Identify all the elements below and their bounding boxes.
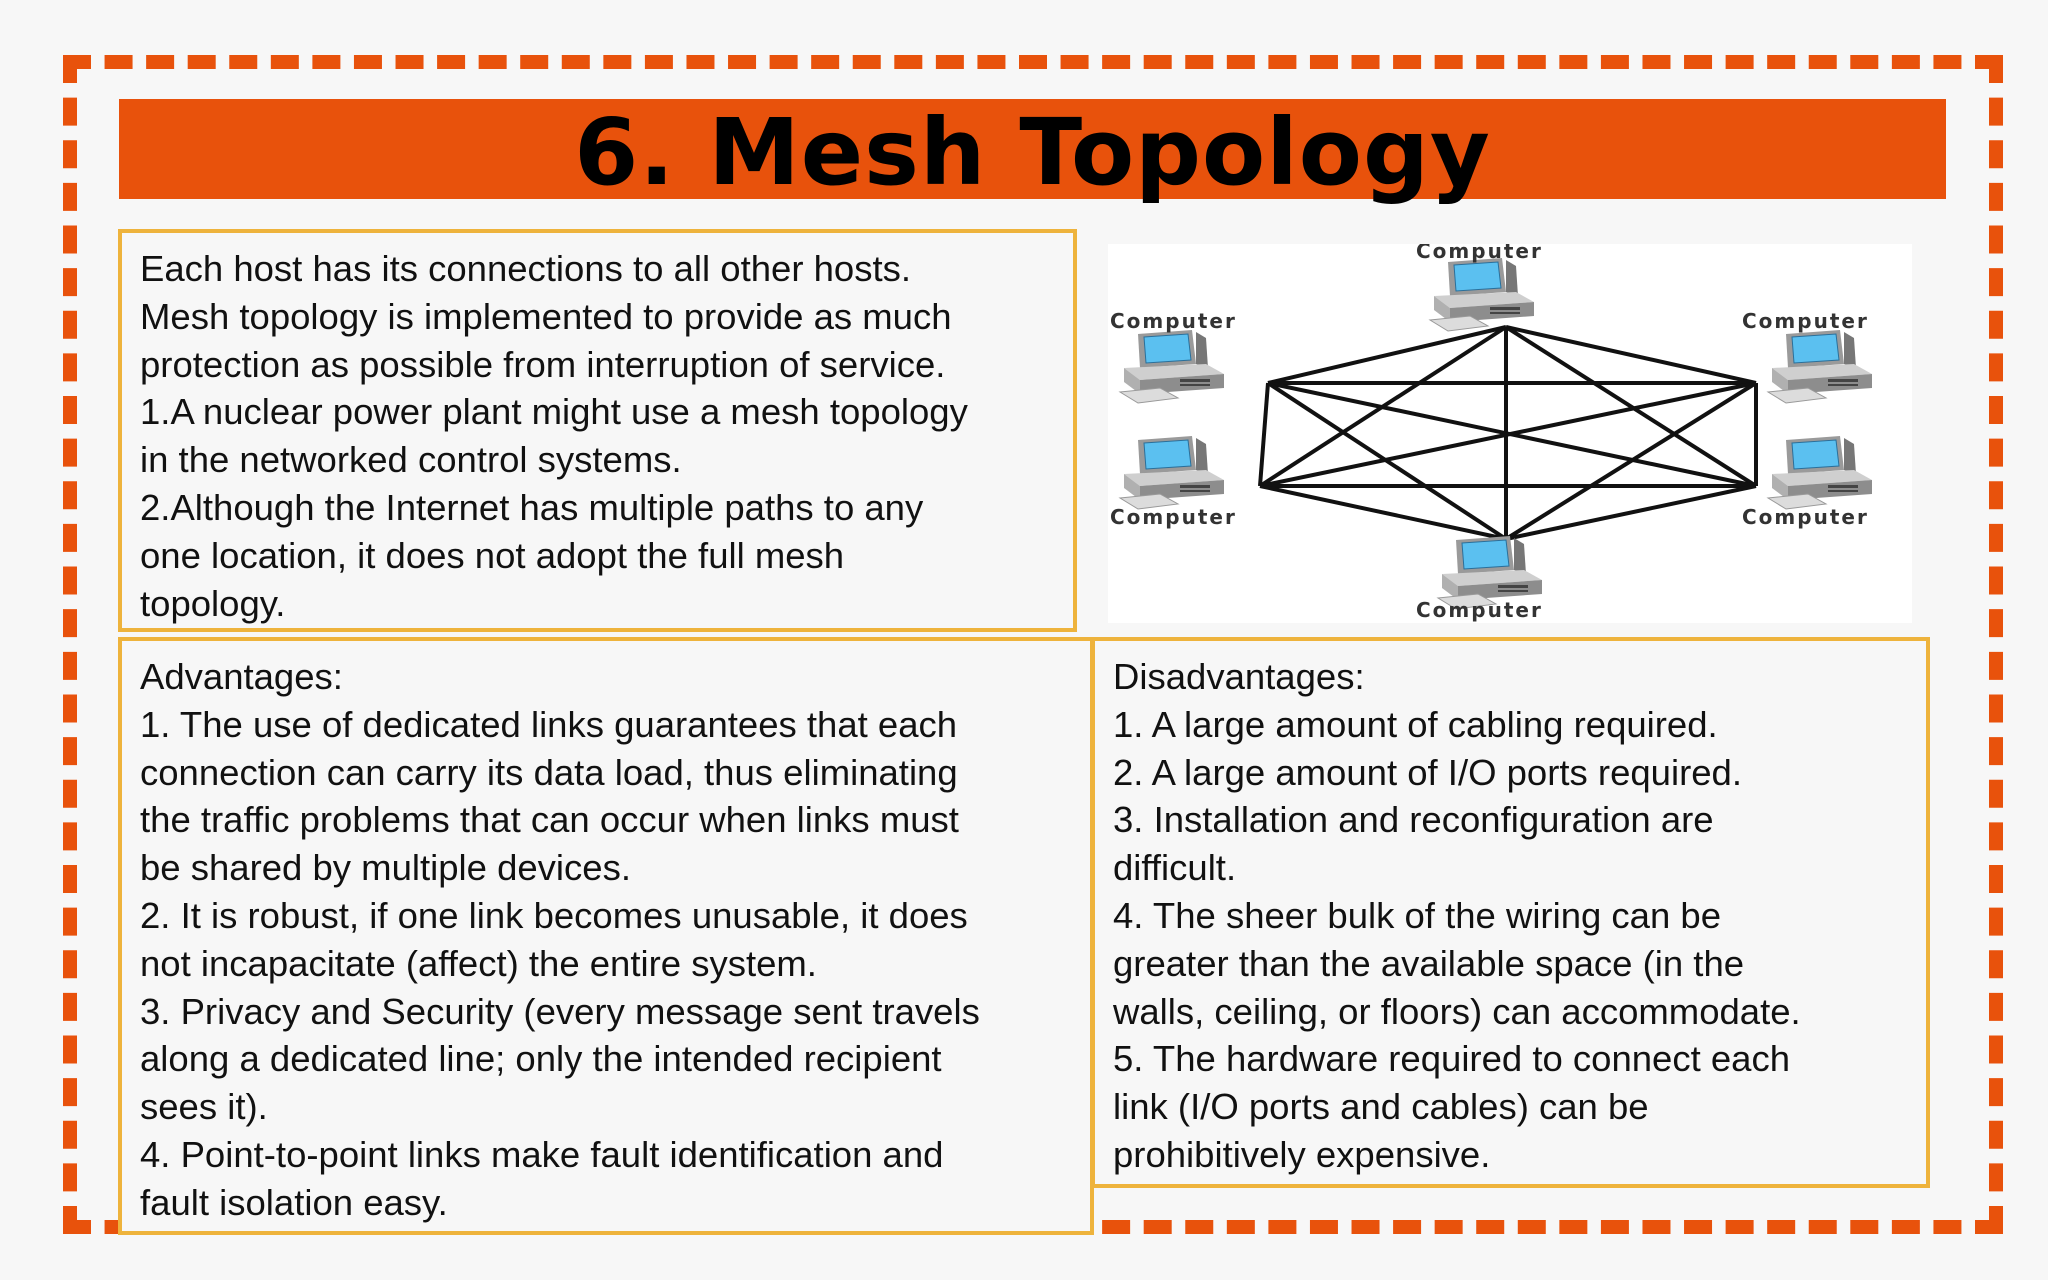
disadvantages-box [1091,637,1930,1188]
disadvantages-heading: Disadvantages: [1113,656,1365,697]
advantages-heading: Advantages: [140,656,343,697]
disadvantages-line: 2. A large amount of I/O ports required. [1113,751,1742,793]
advantages-line: sees it). [140,1086,268,1128]
advantages-line: be shared by multiple devices. [140,847,631,889]
advantages-line: not incapacitate (affect) the entire system. [140,942,817,984]
computer-label-top: Computer [1416,244,1543,263]
intro-box [118,229,1077,632]
advantages-line: fault isolation easy. [140,1181,448,1223]
advantages-line: 1. The use of dedicated links guarantees that each [140,703,958,745]
advantages-line: 3. Privacy and Security (every message sent travels [140,990,980,1032]
disadvantages-line: link (I/O ports and cables) can be [1113,1086,1649,1128]
computer-label-lower-right: Computer [1742,505,1869,529]
computer-label-bottom: Computer [1416,598,1543,622]
intro-line: 1.A nuclear power plant might use a mesh topology [140,391,968,433]
advantages-line: connection can carry its data load, thus eliminating [140,751,958,793]
disadvantages-line: 5. The hardware required to connect each [1113,1038,1791,1080]
title-bar [119,99,1946,206]
computer-label-upper-left: Computer [1110,309,1237,333]
intro-line: Mesh topology is implemented to provide as much [140,295,952,337]
computer-lower-left-icon [1120,436,1224,509]
advantages-line: 4. Point-to-point links make fault identification and [140,1133,944,1175]
disadvantages-line: greater than the available space (in the [1113,942,1745,984]
computer-lower-right-icon [1768,436,1872,509]
advantages-line: the traffic problems that can occur when links must [140,799,959,841]
computer-upper-right-icon [1768,330,1872,403]
disadvantages-line: prohibitively expensive. [1113,1133,1491,1175]
intro-line: one location, it does not adopt the full mesh [140,534,845,576]
advantages-box [118,637,1094,1235]
mesh-diagram-svg [1108,244,1912,623]
intro-line: protection as possible from interruption of service. [140,343,946,385]
mesh-diagram [1108,244,1912,623]
advantages-line: along a dedicated line; only the intended recipient [140,1038,942,1080]
intro-line: in the networked control systems. [140,439,682,481]
computer-label-upper-right: Computer [1742,309,1869,333]
computer-upper-left-icon [1120,330,1224,403]
intro-line: topology. [140,582,286,624]
computer-top-icon [1430,258,1534,331]
disadvantages-line: walls, ceiling, or floors) can accommodate. [1113,990,1801,1032]
disadvantages-line: 4. The sheer bulk of the wiring can be [1113,894,1722,936]
computer-label-lower-left: Computer [1110,505,1237,529]
advantages-line: 2. It is robust, if one link becomes unusable, it does [140,894,968,936]
page-title: 6. Mesh Topology [574,99,1491,206]
mesh-links [1260,327,1756,539]
intro-line: 2.Although the Internet has multiple paths to any [140,486,924,528]
disadvantages-line: 3. Installation and reconfiguration are [1113,799,1714,841]
disadvantages-line: difficult. [1113,847,1237,889]
disadvantages-line: 1. A large amount of cabling required. [1113,703,1718,745]
intro-line: Each host has its connections to all other hosts. [140,248,911,289]
